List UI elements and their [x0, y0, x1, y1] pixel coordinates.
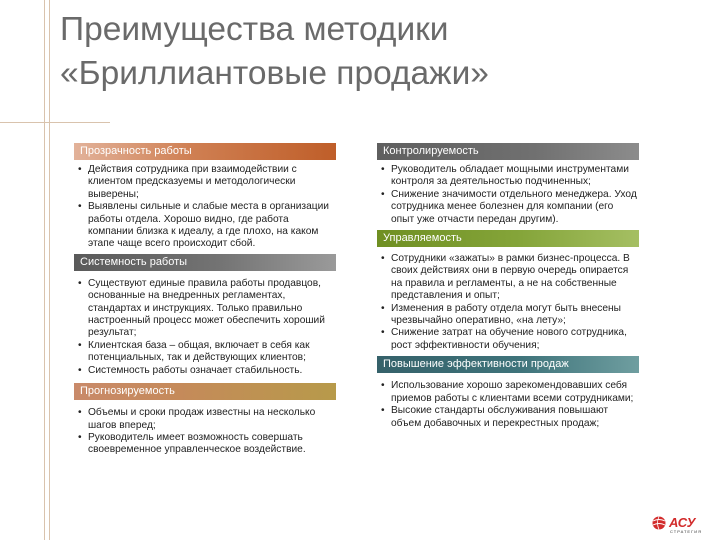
decor-vertical-line-left: [44, 0, 45, 540]
list-item: • Изменения в работу отдела могут быть внесены чрезвычайно оперативно, «на лету»;: [377, 303, 639, 328]
list-item: • Клиентская база – общая, включает в себя как потенциальных, так и действующих клиентов;: [74, 340, 336, 365]
bullet-list-transparency: [74, 164, 336, 251]
list-item: • Системность работы означает стабильность.: [74, 365, 336, 377]
section-header-transparency: Прозрачность работы: [74, 143, 336, 160]
right-column: [377, 143, 639, 430]
section-efficiency: [377, 356, 639, 430]
list-item: • Снижение затрат на обучение нового сотрудника, рост эффективности обучения;: [377, 327, 639, 352]
section-predictability: [74, 383, 336, 457]
page-title: [60, 8, 700, 96]
section-header-control: Контролируемость: [377, 143, 639, 160]
bullet-list-manageability: [377, 253, 639, 352]
logo-globe-icon: [652, 512, 712, 534]
list-item: • Объемы и сроки продаж известны на несколько шагов вперед;: [74, 407, 336, 432]
logo-subtitle: СТРАТЕГИЯ: [670, 529, 702, 534]
list-item: • Действия сотрудника при взаимодействии с клиентом предсказуемы и методологически выверены;: [74, 164, 336, 201]
list-item: • Использование хорошо зарекомендовавших себя приемов работы с клиентами всеми сотрудниками;: [377, 380, 639, 405]
list-item: • Руководитель имеет возможность совершать своевременное управленческое воздействие.: [74, 432, 336, 457]
section-header-systematic: Системность работы: [74, 254, 336, 271]
section-transparency: [74, 143, 336, 251]
bullet-list-efficiency: [377, 380, 639, 430]
decor-horizontal-line: [0, 122, 110, 123]
list-item: • Выявлены сильные и слабые места в организации работы отдела. Хорошо видно, где работа компании близка к идеалу, а где плохо, на каком этапе чаще всего происходит сбой.: [74, 201, 336, 251]
bullet-list-control: [377, 164, 639, 226]
logo-mark: АСУ: [669, 515, 696, 530]
section-header-efficiency: Повышение эффективности продаж: [377, 356, 639, 373]
bullet-list-predictability: [74, 407, 336, 457]
list-item: • Высокие стандарты обслуживания повышают объем добавочных и перекрестных продаж;: [377, 405, 639, 430]
bullet-list-systematic: [74, 278, 336, 377]
left-column: [74, 143, 336, 457]
list-item: • Существуют единые правила работы продавцов, основанные на внедренных регламентах, стандартах и инструкциях. Только правильно настроенный процесс может обеспечить хороший результат;: [74, 278, 336, 340]
list-item: • Снижение значимости отдельного менеджера. Уход сотрудника менее болезнен для компании (его опыт уже отчасти передан другим).: [377, 189, 639, 226]
section-header-manageability: Управляемость: [377, 230, 639, 247]
title-line-1: Преимущества методики: [60, 11, 449, 48]
section-control: [377, 143, 639, 226]
section-systematic: [74, 254, 336, 377]
list-item: • Руководитель обладает мощными инструментами контроля за деятельностью подчиненных;: [377, 164, 639, 189]
decor-vertical-line-right: [49, 0, 50, 540]
title-line-2: «Бриллиантовые продажи»: [60, 55, 489, 92]
company-logo: [652, 512, 712, 534]
list-item: • Сотрудники «зажаты» в рамки бизнес-процесса. В своих действиях они в первую очередь опирается на правила и регламенты, а не на собственные представления и опыт;: [377, 253, 639, 303]
section-header-predictability: Прогнозируемость: [74, 383, 336, 400]
section-manageability: [377, 230, 639, 352]
